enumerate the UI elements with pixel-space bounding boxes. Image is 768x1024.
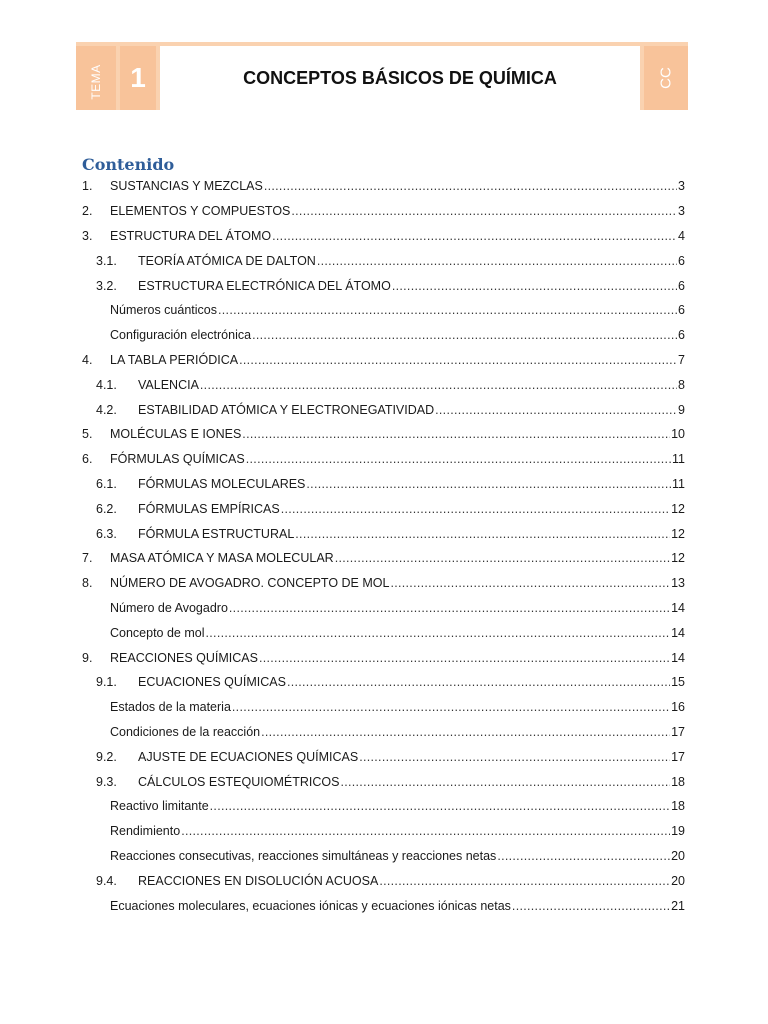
toc-entry[interactable] [82, 720, 685, 745]
chapter-number: 1 [130, 62, 146, 93]
toc-dot-leader [210, 799, 670, 813]
toc-entry-page: 11 [672, 476, 685, 491]
toc-dot-leader [379, 874, 670, 888]
toc-entry-page: 12 [671, 551, 685, 566]
toc-entry-title: FÓRMULA ESTRUCTURAL [138, 526, 295, 541]
toc-entry-title: REACCIONES EN DISOLUCIÓN ACUOSA [138, 873, 379, 888]
toc-entry[interactable] [82, 571, 685, 596]
toc-dot-leader [239, 353, 677, 367]
toc-dot-leader [261, 725, 670, 739]
toc-dot-leader [259, 651, 670, 665]
toc-entry[interactable] [82, 521, 685, 546]
toc-entry-page: 12 [671, 526, 685, 541]
toc-entry[interactable] [82, 472, 685, 497]
toc-entry[interactable] [82, 323, 685, 348]
toc-dot-leader [200, 378, 677, 392]
toc-entry[interactable] [82, 670, 685, 695]
toc-entry-page: 6 [678, 328, 685, 343]
toc-entry-number: 3.1. [96, 253, 117, 268]
toc-entry-title: Condiciones de la reacción [110, 724, 261, 739]
toc-entry-page: 6 [678, 253, 685, 268]
chapter-number-box [120, 46, 156, 110]
toc-entry-page: 16 [671, 700, 685, 715]
toc-entry-number: 5. [82, 427, 93, 442]
chapter-title: CONCEPTOS BÁSICOS DE QUÍMICA [243, 67, 557, 88]
toc-entry-title: ESTABILIDAD ATÓMICA Y ELECTRONEGATIVIDAD [138, 402, 435, 417]
toc-entry[interactable] [82, 372, 685, 397]
toc-dot-leader [206, 626, 671, 640]
toc-entry-number: 4.1. [96, 377, 117, 392]
toc-entry-number: 6.2. [96, 501, 117, 516]
toc-entry-page: 12 [671, 501, 685, 516]
toc-entry[interactable] [82, 695, 685, 720]
toc-entry-page: 14 [671, 650, 685, 665]
chapter-header [76, 42, 688, 110]
toc-entry[interactable] [82, 620, 685, 645]
toc-entry-page: 19 [671, 824, 685, 839]
toc-entry-page: 17 [671, 724, 685, 739]
toc-entry-number: 9. [82, 650, 93, 665]
toc-entry-page: 10 [671, 427, 685, 442]
toc-dot-leader [306, 477, 671, 491]
toc-dot-leader [252, 328, 677, 342]
toc-entry[interactable] [82, 273, 685, 298]
toc-entry-number: 1. [82, 179, 93, 194]
toc-entry-number: 2. [82, 204, 93, 219]
toc-entry-page: 20 [671, 848, 685, 863]
toc-entry[interactable] [82, 868, 685, 893]
toc-entry-page: 3 [678, 179, 685, 194]
toc-entry-title: ESTRUCTURA DEL ÁTOMO [110, 228, 272, 243]
toc-entry-title: CÁLCULOS ESTEQUIOMÉTRICOS [138, 774, 340, 789]
toc-entry-title: MASA ATÓMICA Y MASA MOLECULAR [110, 551, 334, 566]
toc-entry-page: 11 [672, 452, 685, 467]
toc-dot-leader [340, 775, 670, 789]
toc-entry-title: Reactivo limitante [110, 799, 209, 814]
toc-entry[interactable] [82, 744, 685, 769]
toc-entry[interactable] [82, 422, 685, 447]
toc-entry[interactable] [82, 298, 685, 323]
toc-entry-page: 20 [671, 873, 685, 888]
toc-dot-leader [232, 700, 670, 714]
toc-heading: Contenido [82, 155, 175, 174]
toc-dot-leader [359, 750, 670, 764]
toc-entry-title: VALENCIA [138, 377, 199, 392]
toc-entry-page: 7 [678, 352, 685, 367]
toc-entry[interactable] [82, 199, 685, 224]
toc-entry-title: SUSTANCIAS Y MEZCLAS [110, 179, 263, 194]
toc-dot-leader [246, 452, 671, 466]
toc-entry-page: 6 [678, 278, 685, 293]
toc-entry-title: Configuración electrónica [110, 328, 252, 343]
toc-entry[interactable] [82, 819, 685, 844]
toc-dot-leader [181, 824, 670, 838]
toc-entry-title: Estados de la materia [110, 700, 231, 715]
toc-entry-number: 9.3. [96, 774, 117, 789]
subject-code-box [644, 46, 688, 110]
toc-dot-leader [317, 254, 677, 268]
toc-entry[interactable] [82, 893, 685, 918]
toc-dot-leader [435, 403, 677, 417]
toc-entry-title: MOLÉCULAS E IONES [110, 427, 242, 442]
toc-dot-leader [229, 601, 670, 615]
toc-entry-number: 7. [82, 551, 93, 566]
tema-label: TEMA [89, 64, 103, 100]
toc-dot-leader [392, 279, 677, 293]
toc-entry[interactable] [82, 645, 685, 670]
toc-entry-title: REACCIONES QUÍMICAS [110, 650, 258, 665]
tema-box [76, 46, 116, 110]
toc-entry[interactable] [82, 248, 685, 273]
toc-entry-title: FÓRMULAS EMPÍRICAS [138, 501, 280, 516]
toc-entry-number: 9.4. [96, 873, 117, 888]
toc-entry-title: NÚMERO DE AVOGADRO. CONCEPTO DE MOL [110, 576, 390, 591]
toc-entry-title: ELEMENTOS Y COMPUESTOS [110, 204, 291, 219]
toc-entry-title: Reacciones consecutivas, reacciones simultáneas y reacciones netas [110, 848, 497, 863]
table-of-contents [82, 174, 685, 918]
toc-entry[interactable] [82, 397, 685, 422]
toc-entry-number: 4.2. [96, 402, 117, 417]
toc-entry-page: 8 [678, 377, 685, 392]
toc-entry-title: AJUSTE DE ECUACIONES QUÍMICAS [138, 749, 359, 764]
toc-dot-leader [287, 675, 670, 689]
toc-entry[interactable] [82, 596, 685, 621]
toc-entry-title: FÓRMULAS MOLECULARES [138, 476, 306, 491]
toc-entry-number: 6.1. [96, 476, 117, 491]
toc-entry-page: 9 [678, 402, 685, 417]
toc-entry[interactable] [82, 496, 685, 521]
toc-entry-title: Números cuánticos [110, 303, 217, 318]
toc-entry-title: Ecuaciones moleculares, ecuaciones iónicas y ecuaciones iónicas netas [110, 898, 511, 913]
chapter-header-inner [76, 42, 688, 110]
toc-entry-page: 15 [671, 675, 685, 690]
toc-dot-leader [512, 899, 670, 913]
toc-entry-title: ESTRUCTURA ELECTRÓNICA DEL ÁTOMO [138, 278, 391, 293]
toc-entry-page: 13 [671, 576, 685, 591]
toc-entry-page: 17 [671, 749, 685, 764]
toc-dot-leader [291, 204, 677, 218]
toc-dot-leader [335, 551, 670, 565]
chapter-title-box [160, 46, 640, 110]
toc-entry-number: 3.2. [96, 278, 117, 293]
toc-dot-leader [272, 229, 677, 243]
toc-entry-title: TEORÍA ATÓMICA DE DALTON [138, 253, 316, 268]
toc-entry-title: FÓRMULAS QUÍMICAS [110, 452, 245, 467]
toc-entry-page: 3 [678, 204, 685, 219]
toc-dot-leader [281, 502, 670, 516]
toc-entry-title: ECUACIONES QUÍMICAS [138, 675, 286, 690]
toc-entry-number: 4. [82, 352, 93, 367]
toc-entry-number: 8. [82, 576, 93, 591]
toc-entry-page: 14 [671, 625, 685, 640]
toc-entry-page: 21 [671, 898, 685, 913]
toc-dot-leader [390, 576, 670, 590]
toc-entry-title: Concepto de mol [110, 625, 205, 640]
toc-entry-page: 18 [671, 774, 685, 789]
toc-entry-page: 6 [678, 303, 685, 318]
toc-dot-leader [295, 527, 670, 541]
toc-entry-title: Número de Avogadro [110, 600, 228, 615]
toc-dot-leader [497, 849, 670, 863]
toc-entry[interactable] [82, 348, 685, 373]
toc-dot-leader [264, 179, 677, 193]
toc-entry-number: 9.1. [96, 675, 117, 690]
toc-entry[interactable] [82, 844, 685, 869]
toc-entry-page: 18 [671, 799, 685, 814]
toc-entry-title: LA TABLA PERIÓDICA [110, 352, 239, 367]
toc-dot-leader [242, 427, 670, 441]
toc-entry-number: 6.3. [96, 526, 117, 541]
subject-code: CC [657, 67, 675, 89]
toc-entry[interactable] [82, 769, 685, 794]
toc-entry[interactable] [82, 794, 685, 819]
toc-entry-number: 6. [82, 452, 93, 467]
toc-dot-leader [218, 303, 677, 317]
toc-entry-page: 4 [678, 228, 685, 243]
toc-entry-page: 14 [671, 600, 685, 615]
toc-entry-title: Rendimiento [110, 824, 181, 839]
toc-entry-number: 3. [82, 228, 93, 243]
toc-entry[interactable] [82, 546, 685, 571]
toc-entry[interactable] [82, 224, 685, 249]
toc-entry-number: 9.2. [96, 749, 117, 764]
toc-entry[interactable] [82, 447, 685, 472]
toc-entry[interactable] [82, 174, 685, 199]
